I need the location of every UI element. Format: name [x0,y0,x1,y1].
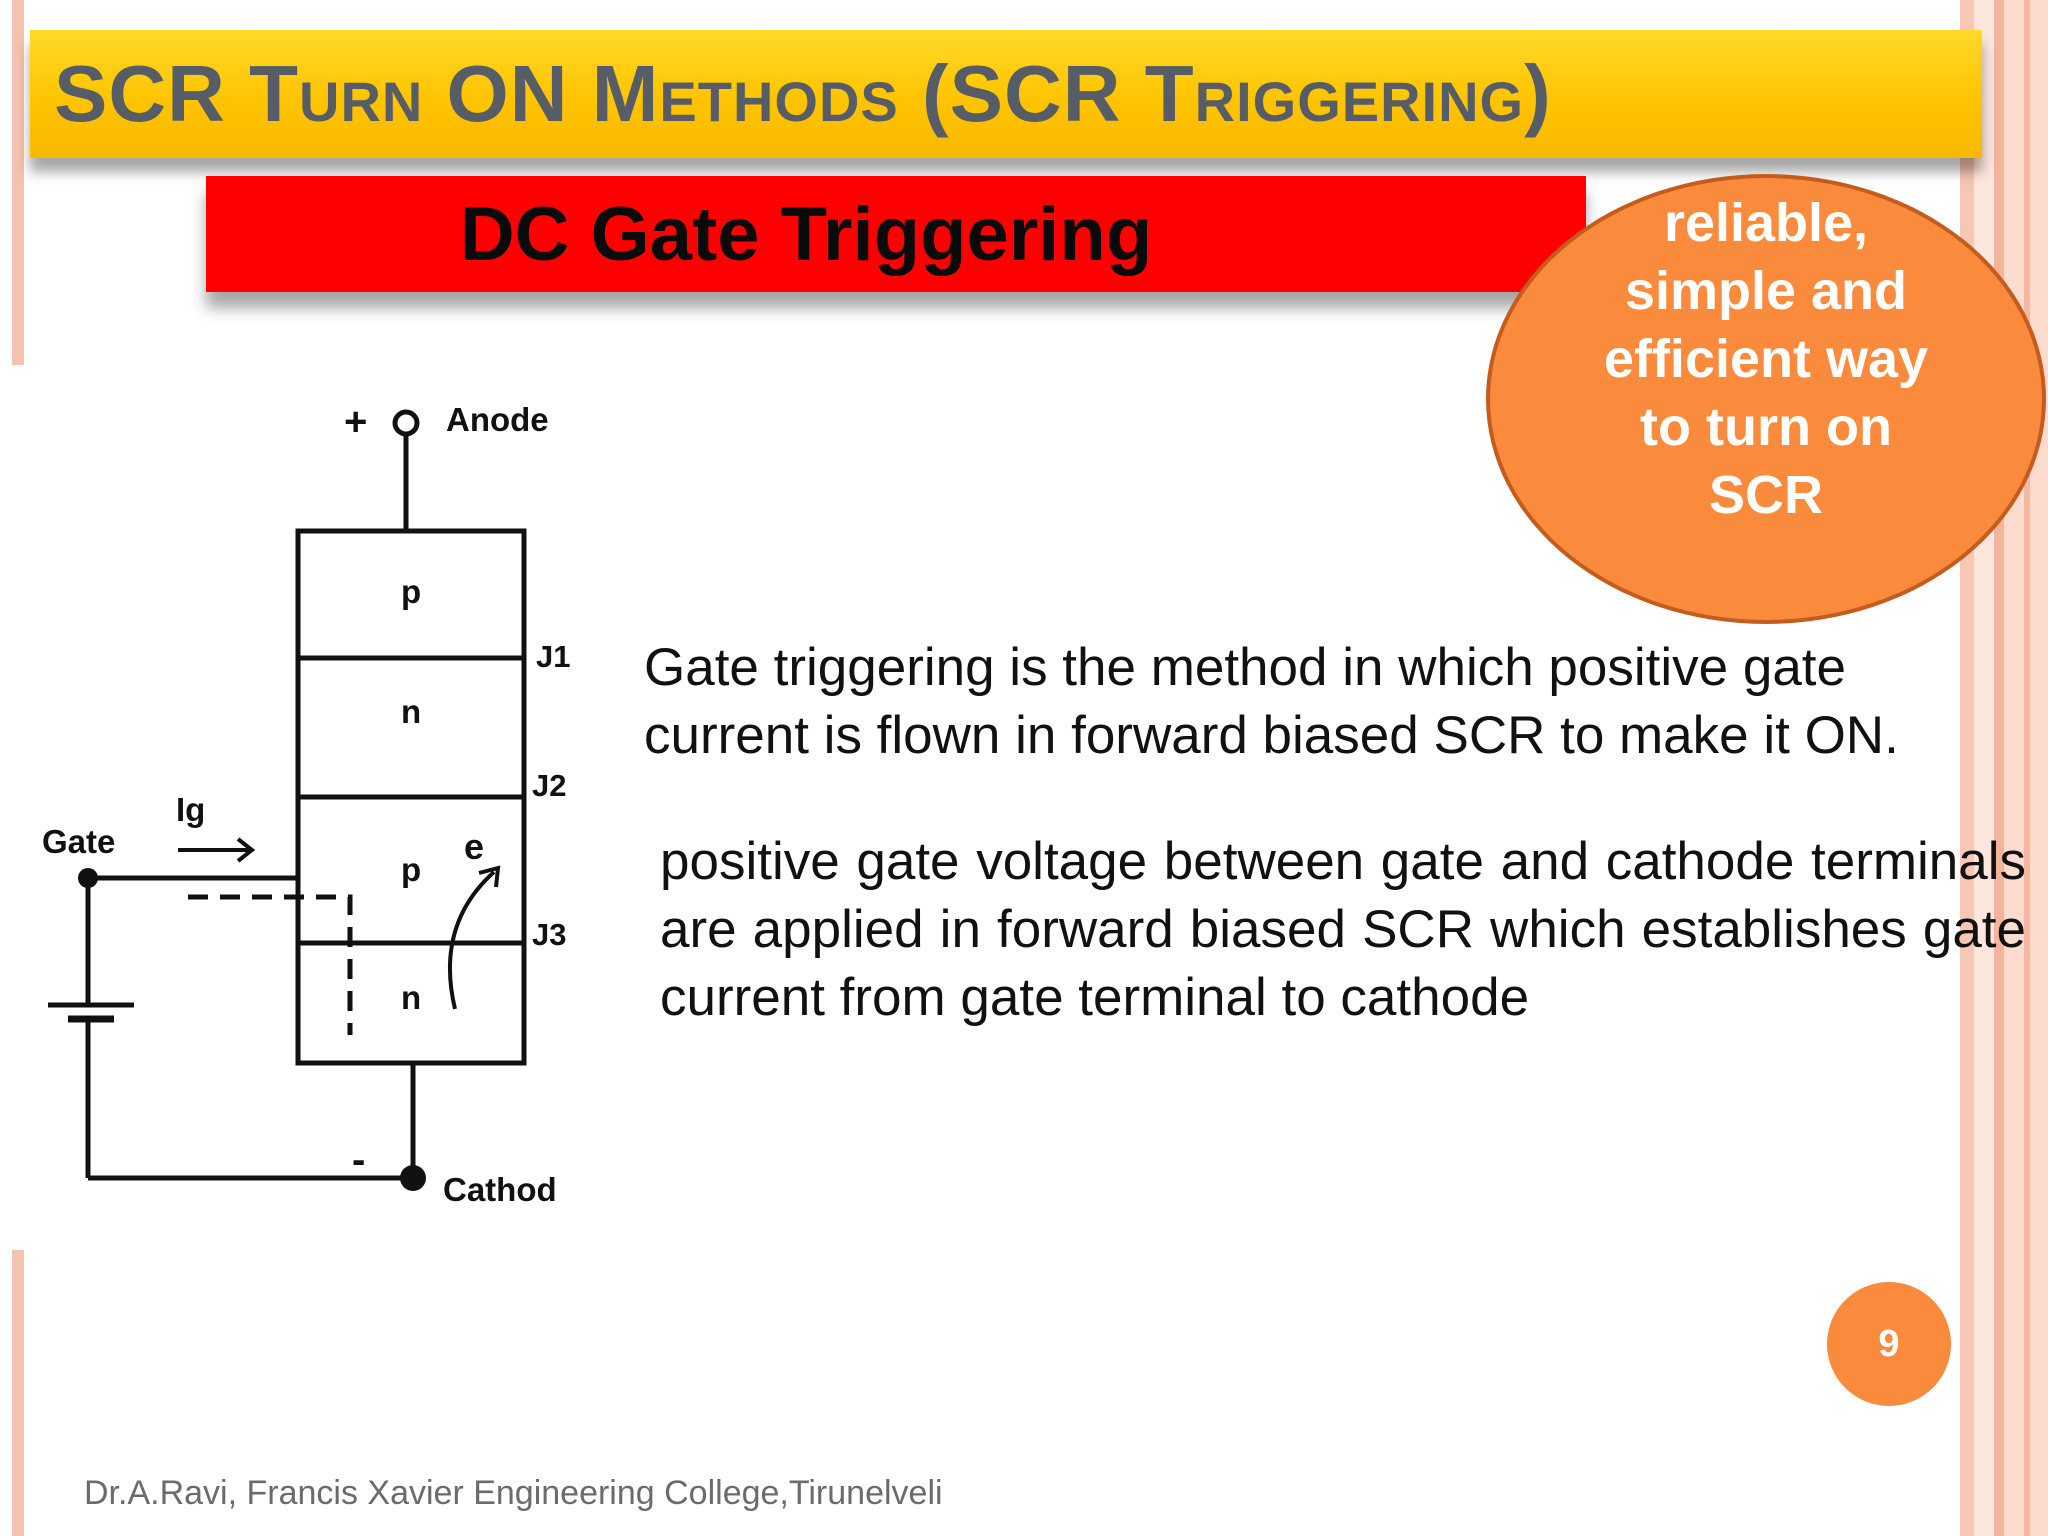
electron-label: e [464,826,485,867]
junction-label-j1: J1 [536,639,571,674]
gate-current-path [188,897,350,1035]
anode-sign: + [344,400,368,444]
left-bar-decoration [12,1250,24,1536]
layer-label-1: p [401,573,422,610]
gate-terminal [78,868,98,888]
slide-subtitle: DC Gate Triggering [459,191,1153,277]
scr-gate-trigger-circuit [30,385,610,1235]
cathode-label: Cathod [443,1171,557,1208]
slide-title: SCR Turn ON Methods (SCR Triggering) [54,49,1552,138]
layer-label-2: n [401,693,422,730]
right-stripe-decoration [1994,0,2004,1536]
cathode-terminal [400,1165,426,1191]
footer-credit: Dr.A.Ravi, Francis Xavier Engineering College,Tirunelveli [84,1474,943,1512]
anode-label: Anode [446,401,549,438]
left-bar-decoration [12,0,24,365]
callout-text: reliable, simple and efficient way to turn on SCR [1603,193,1929,525]
layer-label-3: p [401,851,422,888]
subtitle-bar [206,176,1586,292]
right-stripe-decoration [2024,0,2030,1536]
junction-label-j3: J3 [532,917,567,952]
gate-current-label: Ig [176,791,206,828]
page-number: 9 [1878,1322,1900,1365]
explanation-paragraph: positive gate voltage between gate and cathode terminals are applied in forward biased SCR which establishes gate current from gate terminal to cathode [660,832,2026,1027]
title-bar [30,30,1982,158]
anode-terminal [395,412,417,434]
page-number-badge [1827,1282,1951,1406]
gate-label: Gate [42,823,116,860]
definition-paragraph: Gate triggering is the method in which positive gate current is flown in forward biased SCR to make it ON. [644,638,1899,765]
callout-oval [1486,174,2046,624]
layer-label-4: n [401,979,422,1016]
junction-label-j2: J2 [532,768,567,803]
cathode-sign: - [352,1138,366,1182]
